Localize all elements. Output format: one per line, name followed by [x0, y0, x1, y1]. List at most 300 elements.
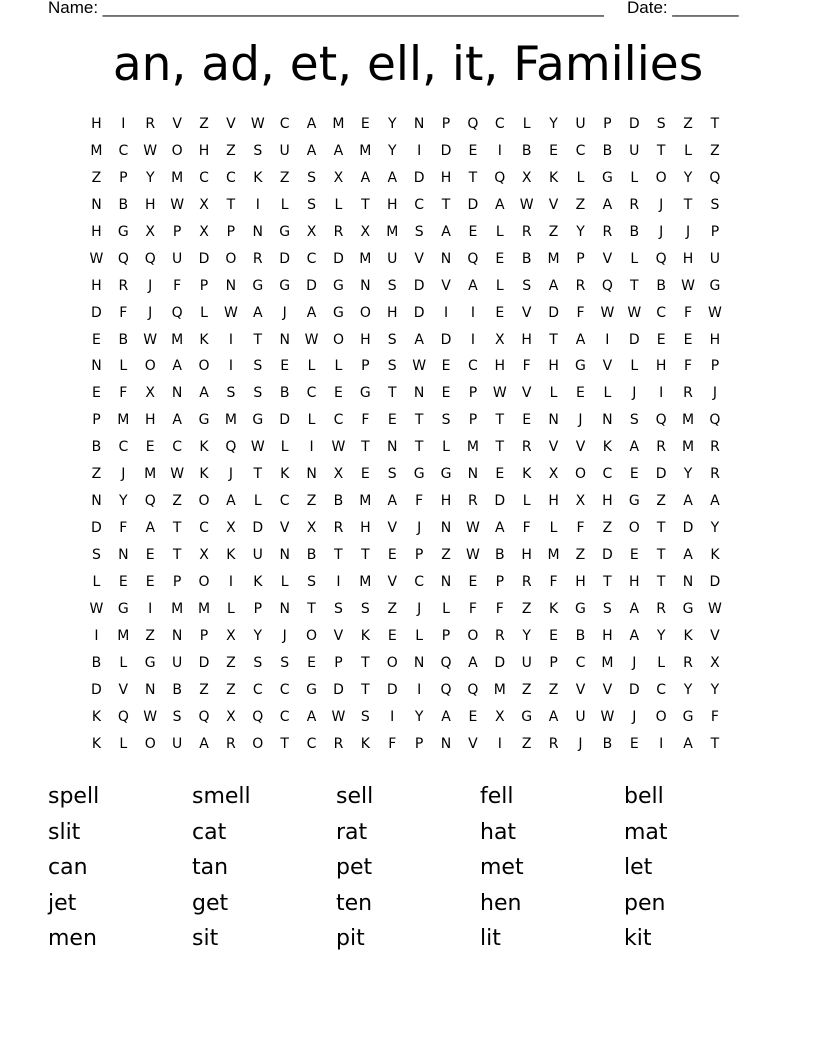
grid-letter: G	[198, 412, 210, 429]
grid-letter: M	[90, 142, 103, 159]
grid-letter: S	[414, 223, 424, 240]
grid-letter: I	[497, 142, 502, 159]
grid-letter: H	[655, 358, 667, 375]
grid-letter: N	[279, 547, 290, 563]
name-field: Name: _____________________________________________________	[48, 0, 604, 17]
grid-letter: K	[91, 708, 102, 725]
grid-letter: U	[171, 250, 183, 267]
grid-letter: A	[468, 654, 478, 671]
grid-letter: R	[656, 600, 667, 617]
grid-letter: M	[466, 439, 479, 456]
grid-letter: R	[333, 520, 344, 537]
grid-letter: O	[655, 169, 667, 186]
grid-letter: M	[144, 466, 157, 483]
grid-letter: B	[118, 331, 129, 348]
grid-letter: H	[360, 331, 371, 348]
grid-letter: A	[441, 223, 451, 240]
grid-letter: C	[118, 439, 129, 456]
grid-letter: E	[360, 466, 370, 483]
grid-letter: Y	[387, 142, 397, 159]
grid-letter: I	[497, 735, 502, 752]
grid-letter: M	[359, 573, 372, 590]
grid-letter: K	[226, 547, 236, 563]
grid-letter: D	[440, 142, 452, 159]
grid-letter: W	[465, 520, 480, 537]
grid-letter: T	[629, 277, 639, 294]
grid-letter: J	[121, 466, 126, 483]
grid-letter: J	[578, 412, 583, 429]
word-bank-item: spell	[48, 784, 100, 809]
grid-letter: I	[121, 116, 126, 132]
grid-letter: C	[118, 142, 129, 159]
grid-letter: E	[468, 142, 478, 159]
grid-letter: C	[279, 116, 290, 132]
grid-letter: D	[440, 331, 452, 348]
grid-letter: E	[468, 573, 478, 590]
grid-letter: H	[548, 358, 559, 375]
grid-letter: A	[575, 331, 586, 348]
grid-letter: A	[387, 493, 398, 510]
grid-letter: H	[575, 573, 586, 590]
grid-letter: L	[495, 223, 504, 240]
grid-letter: I	[228, 358, 233, 375]
grid-letter: K	[199, 439, 209, 456]
grid-letter: F	[468, 600, 477, 617]
grid-letter: Q	[709, 169, 721, 186]
grid-letter: Z	[710, 142, 720, 159]
grid-letter: Y	[710, 520, 720, 537]
grid-letter: E	[549, 627, 559, 644]
grid-letter: X	[710, 654, 720, 671]
grid-letter: Q	[601, 277, 613, 294]
grid-letter: E	[92, 385, 101, 402]
grid-letter: S	[387, 466, 397, 483]
grid-letter: L	[630, 250, 639, 267]
grid-letter: R	[494, 627, 505, 644]
word-bank-item: lit	[480, 926, 501, 952]
grid-letter: Z	[199, 116, 209, 132]
grid-letter: L	[630, 358, 639, 375]
grid-letter: V	[172, 116, 182, 132]
grid-letter: Z	[548, 223, 559, 240]
grid-letter: F	[684, 304, 693, 321]
grid-letter: C	[333, 412, 344, 429]
grid-letter: P	[441, 627, 451, 644]
grid-letter: N	[171, 627, 183, 644]
grid-letter: X	[145, 223, 156, 240]
grid-letter: I	[228, 573, 233, 590]
grid-letter: Z	[575, 547, 586, 563]
grid-letter: M	[547, 547, 560, 563]
grid-letter: M	[386, 223, 399, 240]
grid-letter: Y	[683, 466, 693, 483]
grid-letter: I	[659, 385, 664, 402]
grid-letter: W	[492, 385, 507, 402]
grid-letter: L	[334, 196, 343, 213]
grid-letter: Z	[521, 600, 532, 617]
grid-letter: N	[91, 493, 102, 510]
grid-letter: X	[306, 520, 317, 537]
grid-letter: C	[656, 304, 667, 321]
grid-letter: G	[333, 304, 344, 321]
grid-letter: G	[144, 654, 156, 671]
grid-letter: P	[710, 358, 720, 375]
grid-letter: W	[304, 331, 319, 348]
grid-letter: S	[307, 573, 317, 590]
word-bank-item: kit	[624, 926, 652, 952]
grid-letter: X	[333, 169, 344, 186]
grid-letter: V	[602, 681, 613, 698]
grid-letter: A	[414, 331, 424, 348]
grid-letter: D	[333, 681, 344, 698]
grid-letter: J	[578, 735, 583, 752]
grid-letter: Y	[253, 627, 263, 644]
word-bank-item: fell	[480, 784, 514, 809]
grid-letter: O	[467, 627, 479, 644]
grid-letter: W	[89, 600, 104, 617]
grid-letter: O	[306, 627, 318, 644]
grid-letter: N	[413, 654, 425, 671]
grid-letter: T	[334, 547, 343, 563]
grid-letter: L	[253, 493, 262, 510]
grid-letter: M	[171, 600, 184, 617]
grid-letter: H	[386, 304, 398, 321]
grid-letter: S	[307, 169, 317, 186]
grid-letter: H	[91, 277, 102, 294]
grid-letter: H	[602, 627, 613, 644]
grid-letter: H	[628, 573, 640, 590]
grid-letter: R	[602, 223, 613, 240]
grid-letter: E	[495, 466, 505, 483]
grid-letter: V	[548, 439, 559, 456]
grid-letter: V	[602, 358, 613, 375]
grid-letter: T	[656, 547, 666, 563]
grid-letter: P	[710, 223, 720, 240]
grid-letter: X	[145, 385, 156, 402]
grid-letter: N	[144, 681, 156, 698]
grid-letter: H	[682, 250, 694, 267]
grid-letter: I	[255, 196, 260, 213]
grid-letter: Y	[414, 708, 424, 725]
grid-letter: O	[655, 708, 667, 725]
grid-letter: X	[199, 223, 209, 240]
grid-letter: T	[710, 735, 720, 752]
grid-letter: D	[467, 196, 479, 213]
grid-letter: T	[361, 547, 370, 563]
grid-letter: S	[387, 331, 397, 348]
grid-letter: B	[602, 142, 613, 159]
grid-letter: S	[226, 385, 236, 402]
grid-letter: X	[521, 169, 532, 186]
grid-letter: N	[440, 735, 452, 752]
grid-letter: T	[656, 142, 666, 159]
grid-letter: T	[549, 331, 558, 348]
grid-letter: Z	[172, 493, 182, 510]
grid-letter: B	[521, 142, 532, 159]
grid-letter: X	[495, 708, 505, 725]
grid-letter: Z	[683, 116, 693, 132]
grid-letter: T	[361, 681, 370, 698]
grid-letter: V	[226, 116, 236, 132]
grid-letter: E	[495, 250, 505, 267]
grid-letter: Y	[387, 116, 397, 132]
grid-letter: E	[307, 654, 316, 671]
grid-letter: N	[440, 250, 452, 267]
grid-letter: E	[495, 304, 505, 321]
grid-letter: P	[603, 116, 612, 132]
grid-letter: K	[253, 573, 263, 590]
grid-letter: F	[576, 520, 585, 537]
grid-letter: U	[709, 250, 721, 267]
grid-letter: B	[118, 196, 129, 213]
grid-letter: B	[575, 627, 586, 644]
grid-letter: Z	[548, 681, 559, 698]
grid-letter: T	[495, 412, 505, 429]
grid-letter: Q	[144, 250, 156, 267]
grid-letter: P	[468, 412, 478, 429]
grid-letter: C	[575, 654, 586, 671]
grid-letter: F	[684, 358, 693, 375]
grid-letter: D	[279, 412, 291, 429]
grid-letter: A	[548, 277, 559, 294]
grid-letter: L	[522, 116, 531, 132]
grid-letter: D	[628, 681, 640, 698]
grid-letter: Z	[656, 493, 666, 510]
grid-letter: D	[279, 250, 291, 267]
grid-letter: N	[252, 223, 264, 240]
grid-letter: K	[360, 735, 370, 752]
word-bank-item: bell	[624, 784, 664, 809]
grid-letter: W	[143, 708, 158, 725]
grid-letter: V	[333, 627, 344, 644]
grid-letter: T	[603, 573, 612, 590]
grid-letter: W	[143, 331, 158, 348]
word-bank-item: sell	[336, 784, 374, 809]
grid-letter: P	[414, 547, 424, 563]
grid-letter: E	[360, 116, 370, 132]
grid-letter: R	[252, 250, 263, 267]
grid-letter: M	[197, 600, 211, 617]
grid-letter: C	[414, 196, 425, 213]
grid-letter: I	[605, 331, 610, 348]
grid-letter: S	[387, 358, 397, 375]
grid-letter: R	[468, 493, 478, 510]
grid-letter: Q	[144, 493, 156, 510]
grid-letter: S	[522, 277, 532, 294]
grid-letter: G	[306, 681, 317, 698]
grid-letter: H	[602, 493, 613, 510]
grid-letter: E	[145, 573, 155, 590]
grid-letter: X	[199, 196, 209, 213]
grid-letter: K	[548, 600, 559, 617]
grid-letter: A	[172, 412, 182, 429]
grid-letter: V	[387, 573, 398, 590]
grid-letter: Z	[575, 196, 586, 213]
grid-letter: E	[468, 223, 478, 240]
grid-letter: S	[253, 654, 263, 671]
grid-letter: A	[333, 142, 344, 159]
grid-letter: M	[171, 331, 184, 348]
grid-letter: F	[495, 600, 504, 617]
grid-letter: S	[253, 385, 263, 402]
grid-letter: T	[361, 654, 370, 671]
grid-letter: N	[682, 573, 694, 590]
grid-letter: X	[333, 466, 344, 483]
grid-letter: A	[226, 493, 236, 510]
grid-letter: L	[603, 385, 612, 402]
word-bank-item: men	[48, 926, 97, 952]
grid-letter: H	[144, 412, 156, 429]
grid-letter: N	[467, 466, 479, 483]
grid-letter: E	[92, 331, 101, 348]
grid-letter: M	[359, 493, 372, 510]
grid-letter: H	[709, 331, 721, 348]
grid-letter: Q	[440, 681, 452, 698]
grid-letter: Z	[521, 681, 532, 698]
grid-letter: F	[710, 708, 719, 725]
word-bank-item: smell	[192, 784, 251, 809]
grid-letter: R	[683, 385, 693, 402]
grid-letter: E	[387, 547, 397, 563]
grid-letter: A	[253, 304, 263, 321]
grid-letter: Z	[91, 466, 102, 483]
grid-letter: W	[223, 304, 238, 321]
grid-letter: U	[171, 654, 183, 671]
grid-letter: J	[148, 304, 153, 321]
grid-letter: H	[494, 358, 506, 375]
word-bank-item: let	[624, 855, 653, 881]
grid-letter: O	[574, 466, 586, 483]
grid-letter: K	[91, 735, 102, 752]
grid-letter: L	[415, 627, 424, 644]
grid-letter: D	[91, 304, 102, 321]
grid-letter: L	[119, 735, 128, 752]
grid-letter: A	[199, 385, 209, 402]
grid-letter: F	[576, 304, 585, 321]
word-bank-item: mat	[624, 819, 668, 845]
grid-letter: D	[628, 116, 640, 132]
grid-letter: R	[575, 277, 586, 294]
grid-letter: G	[575, 358, 586, 375]
grid-letter: G	[359, 385, 371, 402]
grid-letter: C	[279, 708, 290, 725]
grid-letter: Q	[198, 708, 210, 725]
grid-letter: U	[575, 708, 586, 725]
grid-letter: D	[655, 466, 667, 483]
grid-letter: W	[331, 708, 346, 725]
grid-letter: Z	[279, 169, 290, 186]
grid-letter: K	[548, 169, 559, 186]
grid-letter: E	[629, 547, 639, 563]
grid-letter: D	[91, 681, 102, 698]
grid-letter: H	[440, 169, 452, 186]
grid-letter: B	[629, 223, 640, 240]
grid-letter: S	[280, 654, 290, 671]
grid-letter: O	[332, 331, 344, 348]
grid-letter: T	[710, 116, 720, 132]
grid-letter: L	[307, 358, 316, 375]
grid-letter: Y	[522, 627, 531, 644]
grid-letter: D	[252, 520, 264, 537]
grid-letter: L	[119, 654, 128, 671]
grid-letter: O	[198, 493, 210, 510]
grid-letter: Y	[683, 169, 693, 186]
grid-letter: Q	[655, 250, 667, 267]
grid-letter: S	[360, 600, 370, 617]
grid-letter: R	[629, 196, 640, 213]
grid-letter: U	[575, 116, 586, 132]
grid-letter: E	[441, 385, 451, 402]
grid-letter: U	[521, 654, 532, 671]
grid-letter: D	[413, 277, 425, 294]
grid-letter: W	[681, 277, 695, 294]
grid-letter: A	[441, 708, 451, 725]
grid-letter: S	[334, 600, 343, 617]
grid-letter: M	[224, 412, 237, 429]
grid-letter: F	[119, 304, 128, 321]
grid-letter: Y	[119, 493, 128, 510]
grid-letter: L	[495, 277, 504, 294]
grid-letter: O	[171, 142, 183, 159]
grid-letter: C	[306, 250, 317, 267]
grid-letter: A	[495, 196, 505, 213]
grid-letter: E	[549, 142, 559, 159]
grid-letter: C	[468, 358, 478, 375]
grid-letter: Q	[709, 412, 721, 429]
grid-letter: U	[279, 142, 290, 159]
grid-letter: C	[306, 735, 317, 752]
word-bank	[48, 779, 768, 957]
grid-letter: T	[172, 547, 182, 563]
grid-letter: L	[307, 412, 316, 429]
grid-letter: Z	[145, 627, 156, 644]
grid-letter: W	[143, 142, 158, 159]
grid-letter: D	[601, 547, 613, 563]
grid-letter: I	[228, 331, 233, 348]
grid-letter: U	[387, 250, 398, 267]
grid-letter: H	[548, 493, 559, 510]
grid-letter: A	[360, 169, 371, 186]
grid-letter: W	[250, 439, 265, 456]
grid-letter: A	[172, 358, 182, 375]
grid-letter: M	[359, 142, 372, 159]
grid-letter: Y	[145, 169, 155, 186]
grid-letter: X	[226, 520, 236, 537]
word-bank-item: slit	[48, 819, 81, 845]
grid-letter: X	[575, 493, 586, 510]
grid-letter: W	[519, 196, 534, 213]
grid-letter: M	[493, 681, 506, 698]
grid-letter: N	[91, 196, 102, 213]
grid-letter: A	[387, 169, 398, 186]
grid-letter: L	[549, 385, 558, 402]
grid-letter: N	[413, 116, 425, 132]
grid-letter: L	[630, 169, 639, 186]
grid-letter: J	[417, 520, 422, 537]
grid-letter: X	[548, 466, 559, 483]
grid-letter: Y	[576, 223, 585, 240]
grid-letter: T	[656, 573, 666, 590]
grid-letter: T	[414, 412, 424, 429]
grid-letter: J	[417, 600, 422, 617]
grid-letter: R	[521, 223, 532, 240]
grid-letter: N	[279, 331, 290, 348]
grid-letter: M	[681, 412, 695, 429]
grid-letter: O	[386, 654, 398, 671]
grid-letter: L	[280, 573, 289, 590]
word-bank-item: pit	[336, 926, 365, 952]
grid-letter: X	[226, 627, 236, 644]
